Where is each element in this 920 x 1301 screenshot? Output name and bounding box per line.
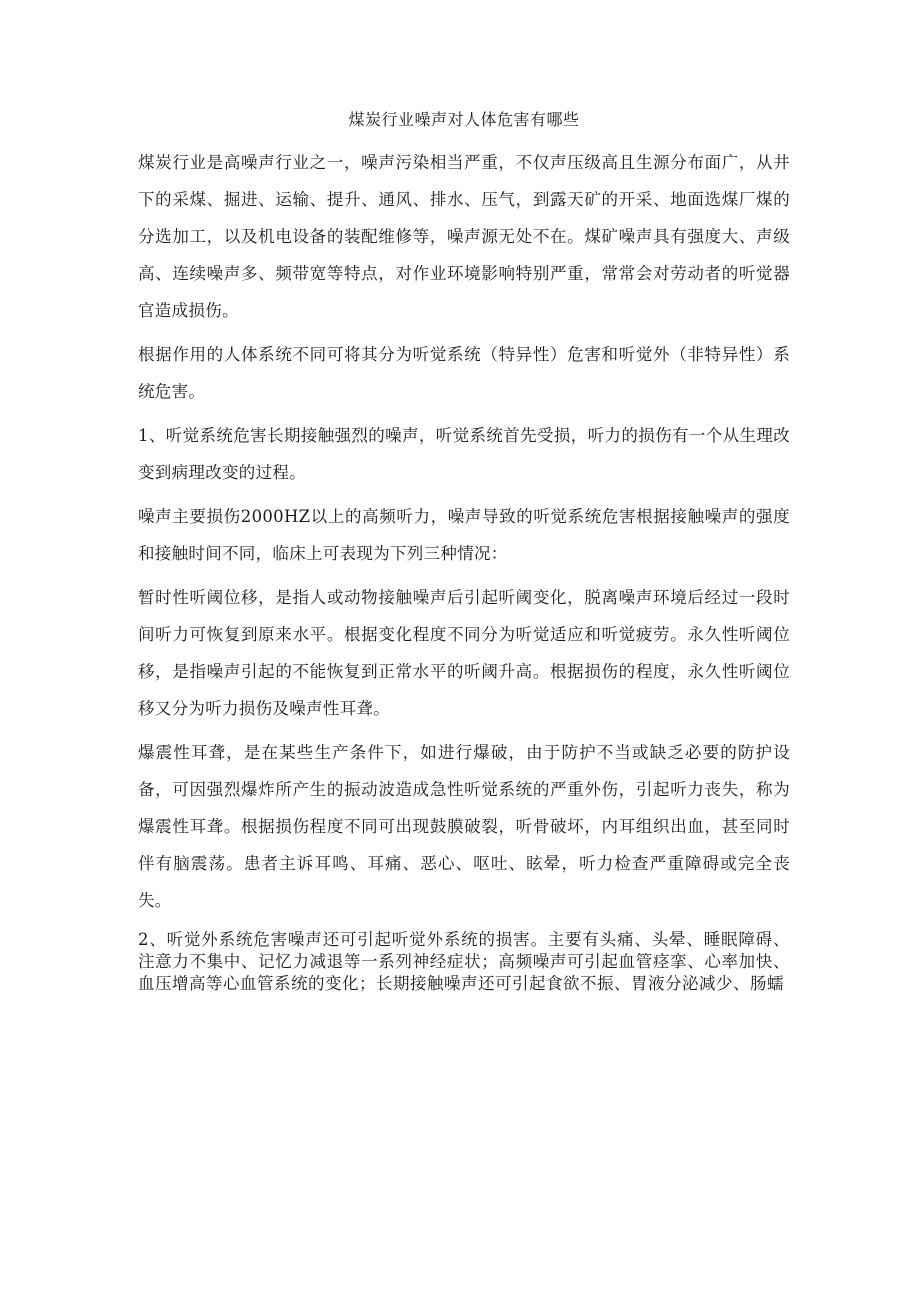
document-page <box>138 108 790 1002</box>
document-title: 煤炭行业噪声对人体危害有哪些 <box>348 110 580 129</box>
paragraph-blast-deafness: 爆震性耳聋，是在某些生产条件下，如进行爆破，由于防护不当或缺乏必要的防护设备，可因强烈爆炸所产生的振动波造成急性听觉系统的严重外伤，引起听力丧失，称为爆震性耳聋。根据损伤程度不同可出现鼓膜破裂，听骨破坏，内耳组织出血，甚至同时伴有脑震荡。患者主诉耳鸣、耳痛、恶心、呕吐、眩晕，听力检查严重障碍或完全丧失。 <box>138 743 790 910</box>
paragraph-threshold-shift: 暂时性听阈位移，是指人或动物接触噪声后引起听阈变化，脱离噪声环境后经过一段时间听力可恢复到原来水平。根据变化程度不同分为听觉适应和听觉疲劳。永久性听阈位移，是指噪声引起的不能恢复到正常水平的听阈升高。根据损伤的程度，永久性听阈位移又分为听力损伤及噪声性耳聋。 <box>138 588 790 718</box>
paragraph-high-frequency: 噪声主要损伤2000HZ以上的高频听力，噪声导致的听觉系统危害根据接触噪声的强度和接触时间不同，临床上可表现为下列三种情况： <box>138 507 790 563</box>
paragraph-intro: 煤炭行业是高噪声行业之一，噪声污染相当严重，不仅声压级高且生源分布面广，从井下的采煤、掘进、运输、提升、通风、排水、压气，到露天矿的开采、地面选煤厂煤的分选加工，以及机电设备的装配维修等，噪声源无处不在。煤矿噪声具有强度大、声级高、连续噪声多、频带宽等特点，对作业环境影响特别严重，常常会对劳动者的听觉器官造成损伤。 <box>138 153 790 320</box>
paragraph-auditory-harm: 1、听觉系统危害长期接触强烈的噪声，听觉系统首先受损，听力的损伤有一个从生理改变到病理改变的过程。 <box>138 426 790 482</box>
paragraph-classification: 根据作用的人体系统不同可将其分为听觉系统（特异性）危害和听觉外（非特异性）系统危害。 <box>138 345 790 401</box>
paragraph-non-auditory-harm: 2、听觉外系统危害噪声还可引起听觉外系统的损害。主要有头痛、头晕、睡眠障碍、注意力不集中、记忆力减退等一系列神经症状；高频噪声可引起血管痉挛、心率加快、血压增高等心血管系统的变化；长期接触噪声还可引起食欲不振、胃液分泌减少、肠蠕 <box>138 930 790 993</box>
